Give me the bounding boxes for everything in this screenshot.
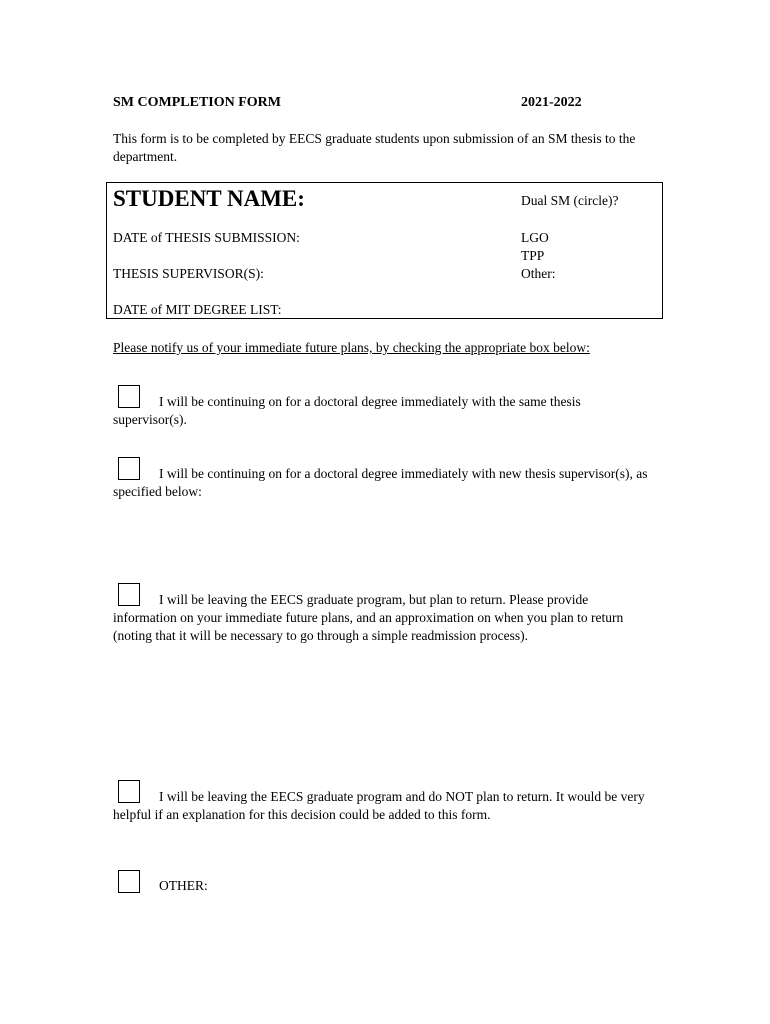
student-info-box	[106, 182, 663, 319]
degree-list-label: DATE of MIT DEGREE LIST:	[113, 302, 282, 317]
option-text: I will be continuing on for a doctoral degree immediately with the same thesis supervisor(s).	[113, 394, 581, 427]
academic-year: 2021-2022	[521, 95, 582, 110]
dual-option-other[interactable]: Other:	[521, 266, 556, 281]
option-text: OTHER:	[159, 878, 208, 893]
intro-text: This form is to be completed by EECS graduate students upon submission of an SM thesis to the department.	[113, 131, 636, 164]
option-same-supervisor	[113, 393, 653, 429]
form-title: SM COMPLETION FORM	[113, 95, 281, 110]
dual-option-tpp[interactable]: TPP	[521, 248, 545, 263]
thesis-submission-label: DATE of THESIS SUBMISSION:	[113, 230, 300, 245]
notify-instruction: Please notify us of your immediate future plans, by checking the appropriate box below:	[113, 340, 590, 355]
option-leaving-no-return	[113, 788, 653, 824]
option-text: I will be leaving the EECS graduate program, but plan to return. Please provide information on your immediate future plans, and an approximation on when you plan to return (noting that it will be necessary to go through a simple readmission process).	[113, 592, 624, 643]
dual-sm-label: Dual SM (circle)?	[521, 193, 619, 208]
option-text: I will be leaving the EECS graduate program and do NOT plan to return. It would be very helpful if an explanation for this decision could be added to this form.	[113, 789, 645, 822]
student-name-label: STUDENT NAME:	[113, 186, 305, 211]
option-text: I will be continuing on for a doctoral degree immediately with new thesis supervisor(s), as specified below:	[113, 466, 648, 499]
option-leaving-return	[113, 591, 653, 645]
dual-option-lgo[interactable]: LGO	[521, 230, 549, 245]
option-new-supervisor	[113, 465, 653, 501]
option-other	[113, 877, 653, 895]
thesis-supervisor-label: THESIS SUPERVISOR(S):	[113, 266, 264, 281]
